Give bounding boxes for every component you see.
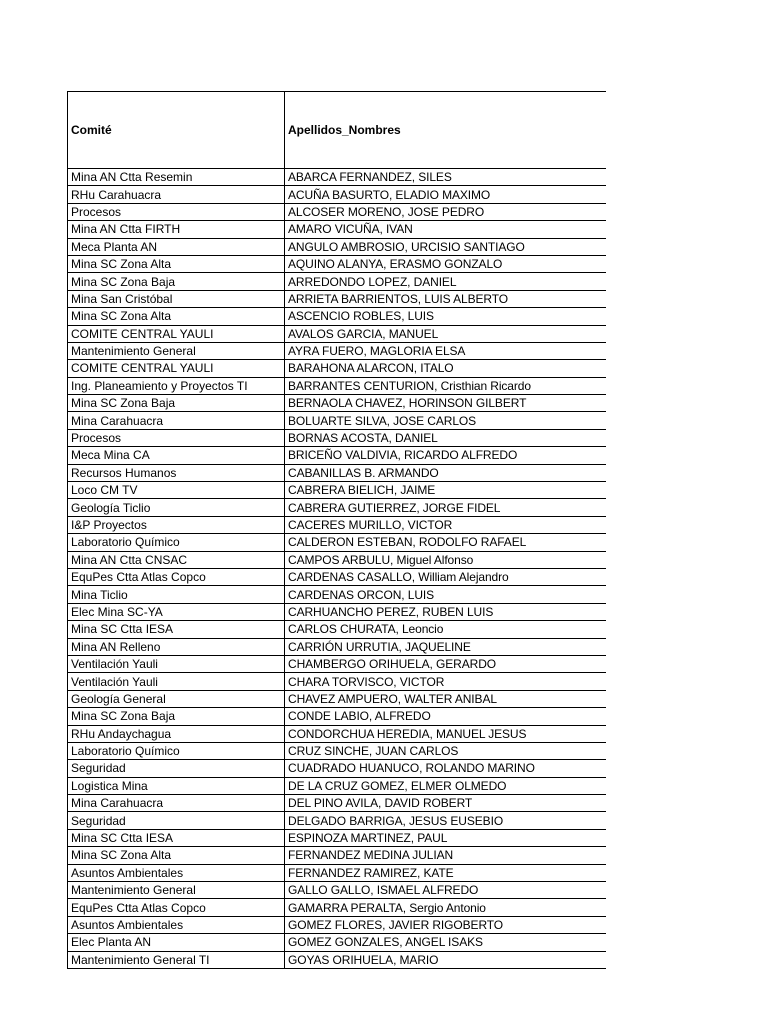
cell-comite: Mantenimiento General [68,882,285,899]
cell-apellidos-nombres: BOLUARTE SILVA, JOSE CARLOS [285,412,606,429]
cell-comite: Ing. Planeamiento y Proyectos TI [68,377,285,394]
table-row [68,690,606,707]
cell-comite: Mina SC Zona Alta [68,255,285,272]
cell-comite: Asuntos Ambientales [68,864,285,881]
header-comite: Comité [68,92,285,169]
cell-apellidos-nombres: CABRERA BIELICH, JAIME [285,482,606,499]
cell-apellidos-nombres: AVALOS GARCIA, MANUEL [285,325,606,342]
cell-apellidos-nombres: ABARCA FERNANDEZ, SILES [285,169,606,186]
table-row [68,429,606,446]
table-row [68,325,606,342]
cell-apellidos-nombres: CARDENAS CASALLO, William Alejandro [285,568,606,585]
table-row [68,916,606,933]
cell-comite: Loco CM TV [68,482,285,499]
cell-comite: Procesos [68,203,285,220]
table-row [68,308,606,325]
cell-comite: Elec Mina SC-YA [68,603,285,620]
table-row [68,742,606,759]
table-row [68,482,606,499]
cell-comite: Mina SC Ctta IESA [68,621,285,638]
table-row [68,795,606,812]
cell-comite: Mina San Cristóbal [68,290,285,307]
cell-apellidos-nombres: CHARA TORVISCO, VICTOR [285,673,606,690]
table-row [68,412,606,429]
table-row [68,203,606,220]
cell-comite: COMITE CENTRAL YAULI [68,360,285,377]
table-row [68,395,606,412]
table-row [68,464,606,481]
cell-comite: Mina SC Ctta IESA [68,829,285,846]
cell-comite: Mina Ticlio [68,586,285,603]
committee-members-table [67,91,606,969]
cell-comite: Mantenimiento General [68,342,285,359]
table-row [68,638,606,655]
cell-apellidos-nombres: CUADRADO HUANUCO, ROLANDO MARINO [285,760,606,777]
cell-apellidos-nombres: GAMARRA PERALTA, Sergio Antonio [285,899,606,916]
table-row [68,864,606,881]
cell-comite: Logistica Mina [68,777,285,794]
cell-apellidos-nombres: GOMEZ GONZALES, ANGEL ISAKS [285,934,606,951]
table-row [68,934,606,951]
header-apellidos-nombres: Apellidos_Nombres [285,92,606,169]
cell-apellidos-nombres: ESPINOZA MARTINEZ, PAUL [285,829,606,846]
table-row [68,255,606,272]
table-row [68,221,606,238]
cell-apellidos-nombres: BRICEÑO VALDIVIA, RICARDO ALFREDO [285,447,606,464]
table-row [68,882,606,899]
cell-comite: Mina AN Ctta CNSAC [68,551,285,568]
cell-comite: Mina Carahuacra [68,412,285,429]
cell-comite: Laboratorio Químico [68,534,285,551]
cell-apellidos-nombres: CARHUANCHO PEREZ, RUBEN LUIS [285,603,606,620]
cell-apellidos-nombres: CABRERA GUTIERREZ, JORGE FIDEL [285,499,606,516]
header-row [68,92,606,169]
cell-apellidos-nombres: CHAMBERGO ORIHUELA, GERARDO [285,655,606,672]
cell-comite: Mina SC Zona Baja [68,395,285,412]
cell-apellidos-nombres: FERNANDEZ RAMIREZ, KATE [285,864,606,881]
cell-comite: Mina SC Zona Baja [68,708,285,725]
table-row [68,673,606,690]
table-row [68,290,606,307]
cell-comite: Seguridad [68,760,285,777]
table-row [68,951,606,968]
cell-apellidos-nombres: DELGADO BARRIGA, JESUS EUSEBIO [285,812,606,829]
cell-apellidos-nombres: ANGULO AMBROSIO, URCISIO SANTIAGO [285,238,606,255]
table-row [68,568,606,585]
cell-comite: I&P Proyectos [68,516,285,533]
cell-comite: Laboratorio Químico [68,742,285,759]
table-row [68,447,606,464]
cell-apellidos-nombres: CARDENAS ORCON, LUIS [285,586,606,603]
cell-comite: Recursos Humanos [68,464,285,481]
cell-comite: Geología General [68,690,285,707]
cell-apellidos-nombres: AQUINO ALANYA, ERASMO GONZALO [285,255,606,272]
cell-apellidos-nombres: BARAHONA ALARCON, ITALO [285,360,606,377]
cell-apellidos-nombres: CRUZ SINCHE, JUAN CARLOS [285,742,606,759]
cell-comite: Mina AN Ctta FIRTH [68,221,285,238]
spreadsheet-table [67,91,605,969]
cell-comite: Elec Planta AN [68,934,285,951]
cell-apellidos-nombres: ASCENCIO ROBLES, LUIS [285,308,606,325]
cell-apellidos-nombres: CHAVEZ AMPUERO, WALTER ANIBAL [285,690,606,707]
cell-apellidos-nombres: GOYAS ORIHUELA, MARIO [285,951,606,968]
cell-comite: Ventilación Yauli [68,655,285,672]
cell-apellidos-nombres: CONDE LABIO, ALFREDO [285,708,606,725]
cell-comite: Mina AN Relleno [68,638,285,655]
table-row [68,534,606,551]
cell-apellidos-nombres: CAMPOS ARBULU, Miguel Alfonso [285,551,606,568]
table-row [68,186,606,203]
cell-comite: Meca Mina CA [68,447,285,464]
cell-apellidos-nombres: ALCOSER MORENO, JOSE PEDRO [285,203,606,220]
table-row [68,551,606,568]
table-row [68,238,606,255]
cell-apellidos-nombres: CARLOS CHURATA, Leoncio [285,621,606,638]
cell-apellidos-nombres: DEL PINO AVILA, DAVID ROBERT [285,795,606,812]
cell-comite: Mina Carahuacra [68,795,285,812]
table-row [68,273,606,290]
cell-comite: Procesos [68,429,285,446]
cell-apellidos-nombres: AMARO VICUÑA, IVAN [285,221,606,238]
cell-comite: Mina SC Zona Alta [68,308,285,325]
table-row [68,342,606,359]
cell-apellidos-nombres: CALDERON ESTEBAN, RODOLFO RAFAEL [285,534,606,551]
table-row [68,586,606,603]
table-row [68,829,606,846]
table-row [68,655,606,672]
cell-apellidos-nombres: ARREDONDO LOPEZ, DANIEL [285,273,606,290]
cell-apellidos-nombres: ACUÑA BASURTO, ELADIO MAXIMO [285,186,606,203]
table-row [68,603,606,620]
cell-comite: Mantenimiento General TI [68,951,285,968]
cell-comite: EquPes Ctta Atlas Copco [68,568,285,585]
cell-apellidos-nombres: FERNANDEZ MEDINA JULIAN [285,847,606,864]
table-body [68,169,606,969]
table-row [68,899,606,916]
cell-comite: Mina SC Zona Alta [68,847,285,864]
cell-comite: RHu Carahuacra [68,186,285,203]
cell-apellidos-nombres: CONDORCHUA HEREDIA, MANUEL JESUS [285,725,606,742]
table-row [68,516,606,533]
cell-comite: Mina AN Ctta Resemin [68,169,285,186]
cell-apellidos-nombres: CARRIÓN URRUTIA, JAQUELINE [285,638,606,655]
table-row [68,360,606,377]
cell-apellidos-nombres: AYRA FUERO, MAGLORIA ELSA [285,342,606,359]
table-row [68,777,606,794]
table-row [68,812,606,829]
cell-comite: Geología Ticlio [68,499,285,516]
cell-apellidos-nombres: BARRANTES CENTURION, Cristhian Ricardo [285,377,606,394]
table-row [68,708,606,725]
table-row [68,847,606,864]
cell-apellidos-nombres: CACERES MURILLO, VICTOR [285,516,606,533]
cell-comite: COMITE CENTRAL YAULI [68,325,285,342]
table-row [68,499,606,516]
cell-comite: Seguridad [68,812,285,829]
cell-apellidos-nombres: ARRIETA BARRIENTOS, LUIS ALBERTO [285,290,606,307]
cell-apellidos-nombres: BERNAOLA CHAVEZ, HORINSON GILBERT [285,395,606,412]
cell-comite: Mina SC Zona Baja [68,273,285,290]
cell-apellidos-nombres: DE LA CRUZ GOMEZ, ELMER OLMEDO [285,777,606,794]
cell-comite: Asuntos Ambientales [68,916,285,933]
cell-comite: Meca Planta AN [68,238,285,255]
table-row [68,725,606,742]
cell-comite: Ventilación Yauli [68,673,285,690]
cell-apellidos-nombres: GOMEZ FLORES, JAVIER RIGOBERTO [285,916,606,933]
table-row [68,169,606,186]
cell-apellidos-nombres: GALLO GALLO, ISMAEL ALFREDO [285,882,606,899]
cell-apellidos-nombres: BORNAS ACOSTA, DANIEL [285,429,606,446]
table-row [68,377,606,394]
cell-comite: RHu Andaychagua [68,725,285,742]
cell-comite: EquPes Ctta Atlas Copco [68,899,285,916]
table-row [68,621,606,638]
table-row [68,760,606,777]
cell-apellidos-nombres: CABANILLAS B. ARMANDO [285,464,606,481]
